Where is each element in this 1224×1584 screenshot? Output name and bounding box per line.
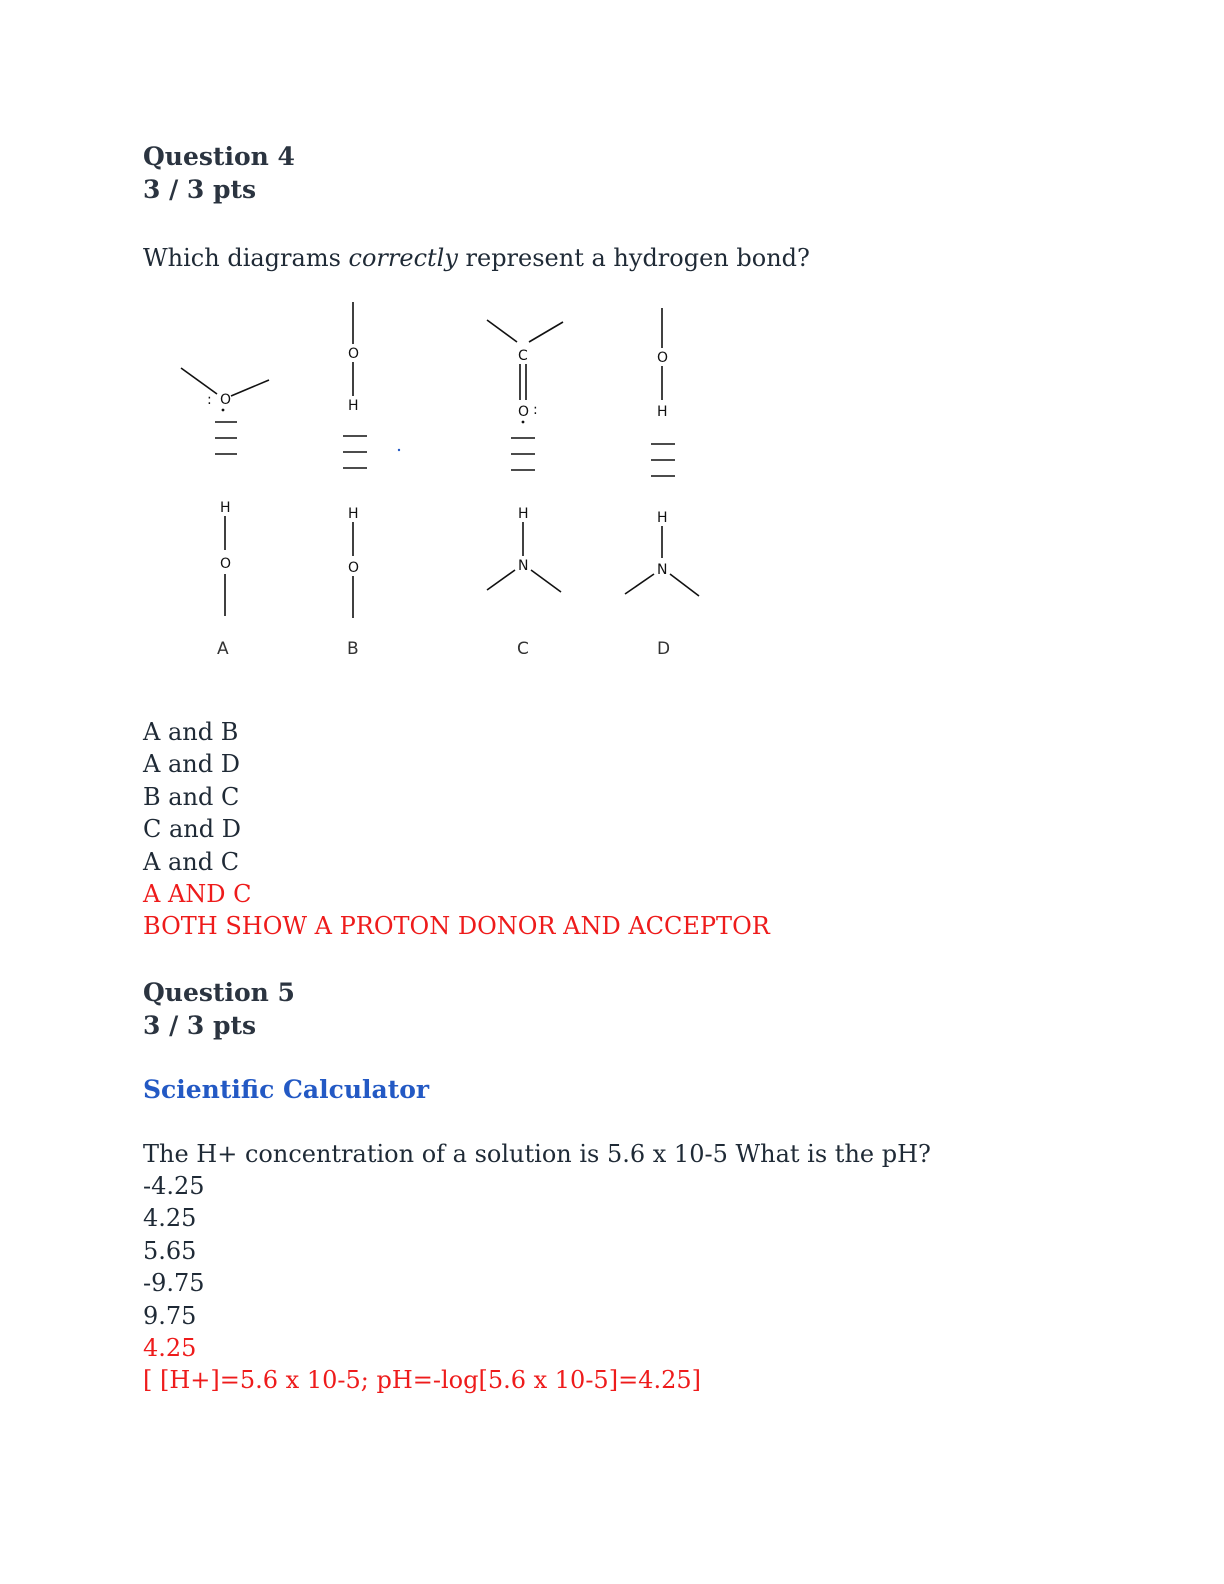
diagram-d-nitrogen: N — [657, 562, 668, 578]
question-4-prompt-start: Which diagrams — [143, 244, 349, 272]
question-5-option[interactable]: 5.65 — [143, 1236, 197, 1265]
diagram-c-lone-pair: : — [533, 402, 538, 418]
question-4-option[interactable]: B and C — [143, 782, 240, 811]
diagram-d-hydrogen-bottom: H — [657, 510, 668, 526]
scientific-calculator-link[interactable]: Scientific Calculator — [143, 1075, 430, 1104]
question-5-points: 3 / 3 pts — [143, 1011, 257, 1040]
question-5-option[interactable]: 9.75 — [143, 1301, 197, 1330]
question-5-answer: 4.25 — [143, 1334, 197, 1363]
diagram-c-carbon: C — [518, 348, 528, 364]
question-5-title: Question 5 — [143, 978, 295, 1007]
diagram-b-oxygen-top: O — [348, 346, 360, 362]
diagram-b-hydrogen-bottom: H — [348, 506, 359, 522]
question-4-answer: A AND C — [143, 880, 252, 909]
diagram-d-hydrogen-top: H — [657, 404, 668, 420]
diagram-a-oxygen-bottom: O — [220, 556, 232, 572]
hydrogen-bond-diagram — [165, 300, 725, 680]
question-5-option[interactable]: -9.75 — [143, 1269, 205, 1298]
diagram-label-b: B — [347, 639, 359, 659]
question-4-prompt-end: represent a hydrogen bond? — [457, 244, 810, 272]
diagram-c-nitrogen: N — [518, 558, 529, 574]
diagram-label-a: A — [217, 639, 229, 659]
question-4-option[interactable]: A and B — [143, 718, 239, 746]
diagram-c-hydrogen: H — [518, 506, 529, 522]
question-4-title: Question 4 — [143, 142, 295, 171]
question-4-header — [143, 140, 295, 206]
question-4-points: 3 / 3 pts — [143, 175, 257, 204]
diagram-d-oxygen: O — [657, 350, 669, 366]
diagram-a-oxygen-top: O — [220, 392, 232, 408]
question-5-explanation: [ [H+]=5.6 x 10-5; pH=-log[5.6 x 10-5]=4.25] — [143, 1366, 701, 1395]
question-5-prompt: The H+ concentration of a solution is 5.6 x 10-5 What is the pH? — [143, 1140, 931, 1168]
diagram-b-hydrogen-top: H — [348, 398, 359, 414]
question-4-option[interactable]: A and D — [143, 750, 240, 779]
question-4-prompt — [143, 242, 810, 274]
diagram-a-hydrogen: H — [220, 500, 231, 516]
question-5-option[interactable]: 4.25 — [143, 1204, 197, 1233]
question-5-options — [143, 1170, 701, 1397]
question-4-prompt-emphasis: correctly — [348, 244, 458, 272]
diagram-label-d: D — [657, 639, 671, 659]
diagram-b-oxygen-bottom: O — [348, 560, 360, 576]
question-4-option[interactable]: C and D — [143, 815, 241, 844]
question-4-option[interactable]: A and C — [143, 847, 240, 876]
question-5-option[interactable]: -4.25 — [143, 1172, 205, 1200]
question-4-explanation: BOTH SHOW A PROTON DONOR AND ACCEPTOR — [143, 912, 770, 941]
diagram-c-oxygen: O — [518, 404, 530, 420]
question-5-header — [143, 976, 295, 1042]
diagram-label-c: C — [517, 639, 529, 659]
diagram-a-lone-pair: : — [207, 392, 212, 408]
question-4-options — [143, 716, 770, 943]
